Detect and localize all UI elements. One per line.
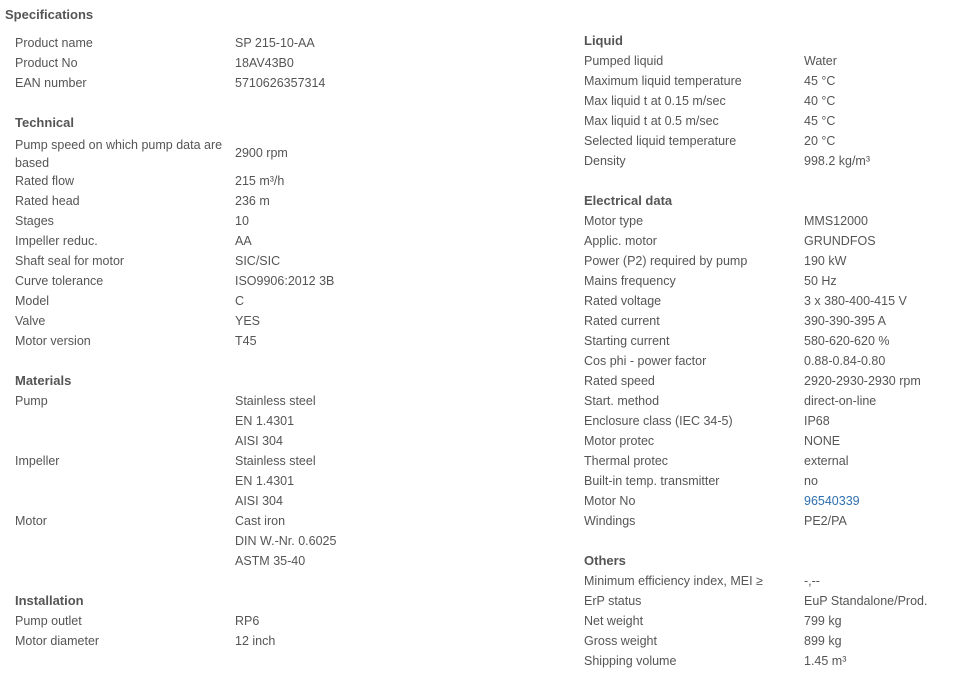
spec-label: Maximum liquid temperature (584, 74, 742, 88)
spec-value: 390-390-395 A (804, 314, 887, 328)
spec-label: ErP status (584, 594, 642, 608)
spec-label: Impeller (15, 454, 60, 468)
spec-row (15, 491, 560, 511)
spec-row (584, 251, 964, 271)
spec-row (584, 451, 964, 471)
spec-value: ISO9906:2012 3B (235, 274, 335, 288)
spec-label: Gross weight (584, 634, 657, 648)
spec-value: RP6 (235, 614, 260, 628)
spec-row (15, 191, 560, 211)
spec-label: Product No (15, 56, 78, 70)
spec-row (584, 151, 964, 171)
spec-value: DIN W.-Nr. 0.6025 (235, 534, 337, 548)
spec-value: Cast iron (235, 514, 286, 528)
spec-value: 799 kg (804, 614, 842, 628)
spec-label: Product name (15, 36, 93, 50)
spec-value: EuP Standalone/Prod. (804, 594, 928, 608)
spec-row (15, 431, 560, 451)
spec-row-product-name (15, 33, 560, 53)
spec-value: 45 °C (804, 114, 836, 128)
spec-label: Motor (15, 514, 47, 528)
spec-row (15, 611, 560, 631)
spec-label: EAN number (15, 76, 87, 90)
spec-row (15, 291, 560, 311)
spec-value: external (804, 454, 849, 468)
spec-label: Cos phi - power factor (584, 354, 707, 368)
spec-row (584, 291, 964, 311)
spec-value: 190 kW (804, 254, 847, 268)
spec-value: 50 Hz (804, 274, 837, 288)
spec-label: Rated speed (584, 374, 655, 388)
spec-row (15, 551, 560, 571)
spec-row (15, 531, 560, 551)
spec-label: Motor type (584, 214, 644, 228)
spec-label: Pump outlet (15, 614, 82, 628)
spec-row (15, 251, 560, 271)
spec-value: 2920-2930-2930 rpm (804, 374, 921, 388)
spec-label: Built-in temp. transmitter (584, 474, 720, 488)
spec-value: MMS12000 (804, 214, 868, 228)
spec-row (15, 331, 560, 351)
spec-value: -,-- (804, 574, 820, 588)
spec-row (584, 411, 964, 431)
spec-row (15, 211, 560, 231)
spec-value: T45 (235, 334, 257, 348)
spec-label: Motor protec (584, 434, 655, 448)
spec-row (584, 511, 964, 531)
spec-row (584, 211, 964, 231)
spec-value: 236 m (235, 194, 270, 208)
spec-label: Rated head (15, 194, 80, 208)
motor-no-link[interactable]: 96540339 (804, 494, 860, 508)
spec-label: Selected liquid temperature (584, 134, 737, 148)
spec-value: AISI 304 (235, 434, 283, 448)
spec-row (15, 231, 560, 251)
spec-label: Start. method (584, 394, 660, 408)
spec-row (584, 391, 964, 411)
spec-value: EN 1.4301 (235, 474, 295, 488)
spec-row (584, 471, 964, 491)
page-title: Specifications (5, 7, 94, 22)
spec-row (15, 271, 560, 291)
spec-row (584, 131, 964, 151)
spec-value: 5710626357314 (235, 76, 326, 90)
spec-label: Enclosure class (IEC 34-5) (584, 414, 733, 428)
spec-row (584, 51, 964, 71)
spec-row (15, 391, 560, 411)
spec-row (15, 311, 560, 331)
spec-row (584, 651, 964, 671)
spec-value: YES (235, 314, 261, 328)
spec-value: 0.88-0.84-0.80 (804, 354, 886, 368)
spec-label: Rated voltage (584, 294, 662, 308)
spec-value: 1.45 m³ (804, 654, 847, 668)
spec-value: no (804, 474, 818, 488)
spec-row (15, 471, 560, 491)
spec-label: Motor diameter (15, 634, 100, 648)
spec-value: 899 kg (804, 634, 842, 648)
spec-label: Model (15, 294, 50, 308)
spec-row-motor-no (584, 491, 964, 511)
spec-row (584, 351, 964, 371)
spec-row (584, 271, 964, 291)
spec-row-ean-number (15, 73, 560, 93)
spec-value: PE2/PA (804, 514, 847, 528)
spec-label: Valve (15, 314, 46, 328)
spec-row (584, 431, 964, 451)
spec-value: AISI 304 (235, 494, 283, 508)
spec-label: Shipping volume (584, 654, 677, 668)
spec-value: 12 inch (235, 634, 276, 648)
spec-label: Rated current (584, 314, 660, 328)
spec-label: Net weight (584, 614, 644, 628)
spec-label: Thermal protec (584, 454, 669, 468)
spec-value: NONE (804, 434, 841, 448)
spec-value: GRUNDFOS (804, 234, 876, 248)
spec-row (584, 91, 964, 111)
spec-label: Minimum efficiency index, MEI ≥ (584, 574, 763, 588)
spec-row (15, 133, 560, 173)
spec-row (15, 451, 560, 471)
spec-row (584, 71, 964, 91)
spec-label: Pumped liquid (584, 54, 664, 68)
spec-row (584, 571, 964, 591)
spec-label: Motor No (584, 494, 636, 508)
spec-label: Impeller reduc. (15, 234, 98, 248)
spec-value: Water (804, 54, 837, 68)
spec-value: 998.2 kg/m³ (804, 154, 871, 168)
spec-value: 10 (235, 214, 249, 228)
spec-label: Max liquid t at 0.15 m/sec (584, 94, 726, 108)
spec-label: Pump (15, 394, 48, 408)
spec-row (584, 631, 964, 651)
spec-value: AA (235, 234, 252, 248)
section-title-materials: Materials (15, 373, 72, 388)
spec-label: Max liquid t at 0.5 m/sec (584, 114, 719, 128)
spec-label: Curve tolerance (15, 274, 104, 288)
spec-label: Stages (15, 214, 54, 228)
spec-value: 45 °C (804, 74, 836, 88)
spec-label: Windings (584, 514, 636, 528)
section-title-liquid: Liquid (584, 33, 623, 48)
spec-value: 215 m³/h (235, 174, 285, 188)
spec-label: Motor version (15, 334, 91, 348)
spec-value: IP68 (804, 414, 830, 428)
section-title-others: Others (584, 553, 626, 568)
spec-row (584, 231, 964, 251)
spec-row (15, 411, 560, 431)
spec-value: 580-620-620 % (804, 334, 890, 348)
spec-label: Starting current (584, 334, 670, 348)
spec-value: 40 °C (804, 94, 836, 108)
spec-value: Stainless steel (235, 394, 316, 408)
spec-row (584, 611, 964, 631)
spec-row-product-no (15, 53, 560, 73)
spec-row (584, 331, 964, 351)
spec-label: Pump speed on which pump data are based (15, 138, 223, 170)
spec-row (584, 111, 964, 131)
spec-label: Power (P2) required by pump (584, 254, 748, 268)
spec-row (584, 591, 964, 611)
spec-label: Mains frequency (584, 274, 676, 288)
section-title-technical: Technical (15, 115, 75, 130)
spec-value: ASTM 35-40 (235, 554, 306, 568)
spec-label: Rated flow (15, 174, 75, 188)
spec-value: 18AV43B0 (235, 56, 294, 70)
spec-label: Shaft seal for motor (15, 254, 125, 268)
spec-value: 20 °C (804, 134, 836, 148)
section-title-electrical: Electrical data (584, 193, 673, 208)
spec-label: Density (584, 154, 626, 168)
spec-value: Stainless steel (235, 454, 316, 468)
spec-value: C (235, 294, 245, 308)
spec-row (15, 631, 560, 651)
spec-row (584, 371, 964, 391)
spec-value: direct-on-line (804, 394, 877, 408)
spec-row (584, 311, 964, 331)
spec-value: SP 215-10-AA (235, 36, 315, 50)
spec-label: Applic. motor (584, 234, 657, 248)
spec-value: 3 x 380-400-415 V (804, 294, 907, 308)
spec-value: 2900 rpm (235, 146, 288, 160)
spec-row (15, 171, 560, 191)
spec-value: EN 1.4301 (235, 414, 295, 428)
spec-value: SIC/SIC (235, 254, 281, 268)
spec-row (15, 511, 560, 531)
section-title-installation: Installation (15, 593, 84, 608)
